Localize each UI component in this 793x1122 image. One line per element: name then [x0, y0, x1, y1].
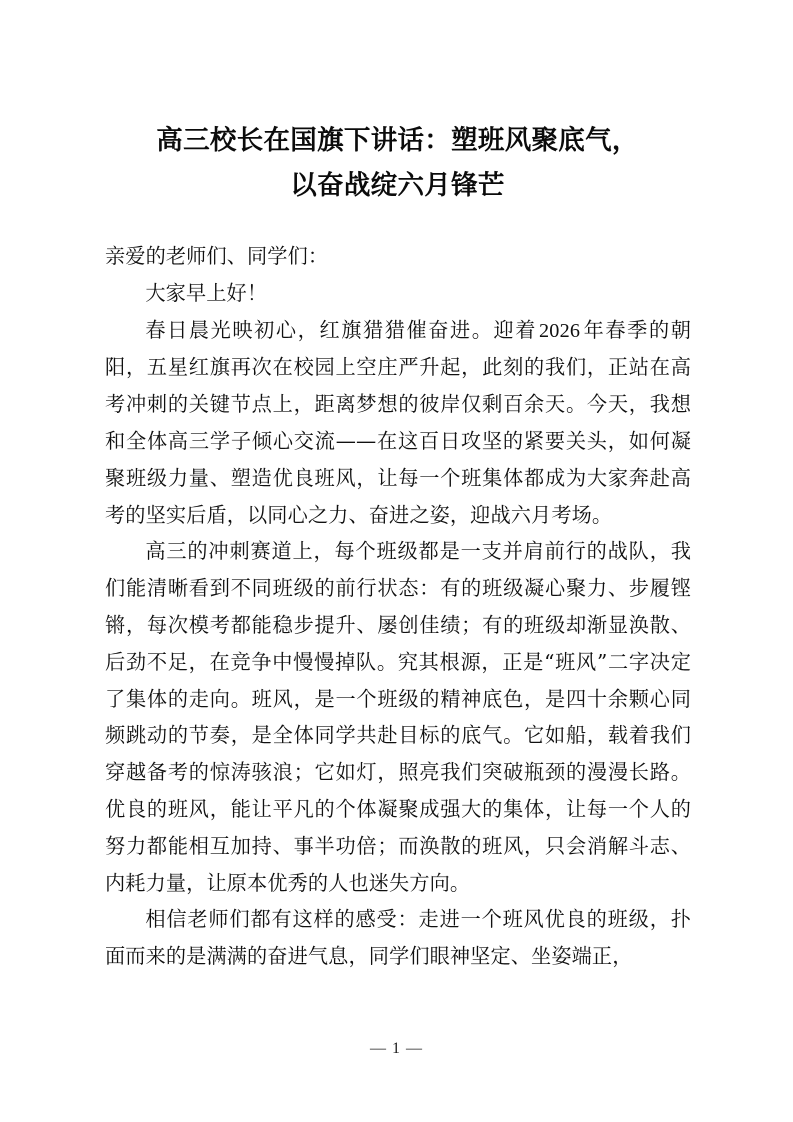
paragraph-salutation: 亲爱的老师们、同学们：	[105, 244, 329, 268]
paragraph-1-part-after-year: 年春季的朝阳，五星红旗再次在校园上空庄严升起，此刻的我们，正站在高考冲刺的关键节点上，距离梦想的彼岸仅剩百余天。今天，我想和全体高三学子倾心交流——在这百日攻坚的紧要关头，如何凝聚班级力量、塑造优良班风，让每一个班集体都成为大家奔赴高考的坚实后盾，以同心之力、奋进之姿，迎战六月考场。	[105, 317, 691, 527]
page-title	[105, 118, 690, 208]
page-number-footer: — 1 —	[370, 1040, 423, 1057]
paragraph-1-part-before-year: 春日晨光映初心，红旗猎猎催奋进。迎着	[145, 317, 538, 342]
paragraph-2: 高三的冲刺赛道上，每个班级都是一支并肩前行的战队，我们能清晰看到不同班级的前行状态：有的班级凝心聚力、步履铿锵，每次模考都能稳步提升、屡创佳绩；有的班级却渐显涣散、后劲不足，在竞争中慢慢掉队。究其根源，正是“班风”二字决定了集体的走向。班风，是一个班级的精神底色，是四十余颗心同频跳动的节奏，是全体同学共赴目标的底气。它如船，载着我们穿越备考的惊涛骇浪；它如灯，照亮我们突破瓶颈的漫漫长路。优良的班风，能让平凡的个体凝聚成强大的集体，让每一个人的努力都能相互加持、事半功倍；而涣散的班风，只会消解斗志、内耗力量，让原本优秀的人也迷失方向。	[105, 539, 691, 895]
year-value: 2026	[539, 319, 581, 342]
page-title-line-2: 以奋战绽六月锋芒	[290, 169, 505, 201]
paragraph-1	[105, 312, 691, 534]
paragraph-3: 相信老师们都有这样的感受：走进一个班风优良的班级，扑面而来的是满满的奋进气息，同学们眼神坚定、坐姿端正，	[105, 907, 691, 969]
document-body	[105, 238, 691, 975]
page-title-line-1: 高三校长在国旗下讲话：塑班风聚底气，	[156, 124, 639, 156]
paragraph-greeting: 大家早上好！	[145, 280, 268, 305]
